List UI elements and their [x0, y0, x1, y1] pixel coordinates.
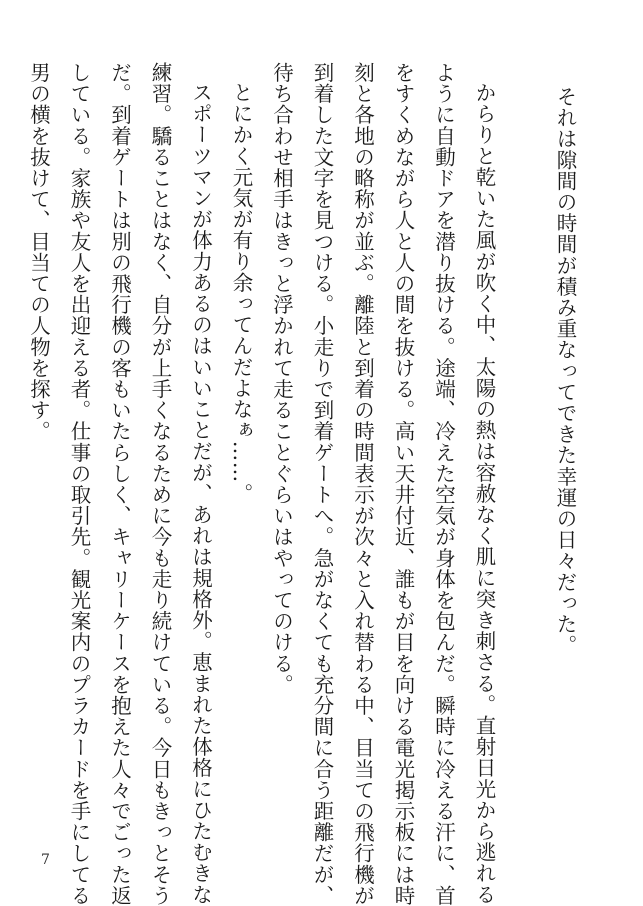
blank-line [504, 62, 545, 852]
paragraph-2-line-3: をすくめながら人と人の間を抜ける。高い天井付近、誰もが目を向ける電光掲示板には時 [391, 62, 415, 906]
paragraph-3-line-1: とにかく元気が有り余ってんだよなぁ……。 [229, 82, 253, 504]
page-number: 7 [41, 852, 50, 868]
paragraph-2-line-6: 待ち合わせ相手はきっと浮かれて走ることぐらいはやってのける。 [269, 62, 294, 695]
paragraph-2-line-1: からりと乾いた風が吹く中、太陽の熱は容赦なく肌に突き刺さる。直射日光から逃れる [472, 82, 496, 905]
vertical-text-body [18, 62, 585, 906]
paragraph-4-line-5: 男の横を抜けて、目当ての人物を探す。 [26, 62, 51, 442]
paragraph-2-line-5: 到着した文字を見つける。小走りで到着ゲートへ。急がなくても充分間に合う距離だが、 [310, 62, 334, 906]
paragraph-4-line-4: している。家族や友人を出迎える者。仕事の取引先。観光案内のプラカードを手にしてる [67, 62, 91, 906]
paragraph-2-line-4: 刻と各地の略称が並ぶ。離陸と到着の時間表示が次々と入れ替わる中、目当ての飛行機が [350, 62, 375, 906]
paragraph-4-line-2: 練習。驕ることはなく、自分が上手くなるために今も走り続けている。今日もきっとそう [148, 62, 172, 906]
paragraph-4-line-3: だ。到着ゲートは別の飛行機の客もいたらしく、キャリーケースを抱えた人々でごった返 [107, 62, 132, 906]
paragraph-1-line-1: それは隙間の時間が積み重なってできた幸運の日々だった。 [553, 86, 577, 656]
paragraph-4-line-1: スポーツマンが体力あるのはいいことだが、あれは規格外。恵まれた体格にひたむきな [188, 82, 213, 905]
paragraph-2-line-2: ように自動ドアを潜り抜ける。途端、冷えた空気が身体を包んだ。瞬時に冷える汗に、首 [431, 62, 456, 906]
